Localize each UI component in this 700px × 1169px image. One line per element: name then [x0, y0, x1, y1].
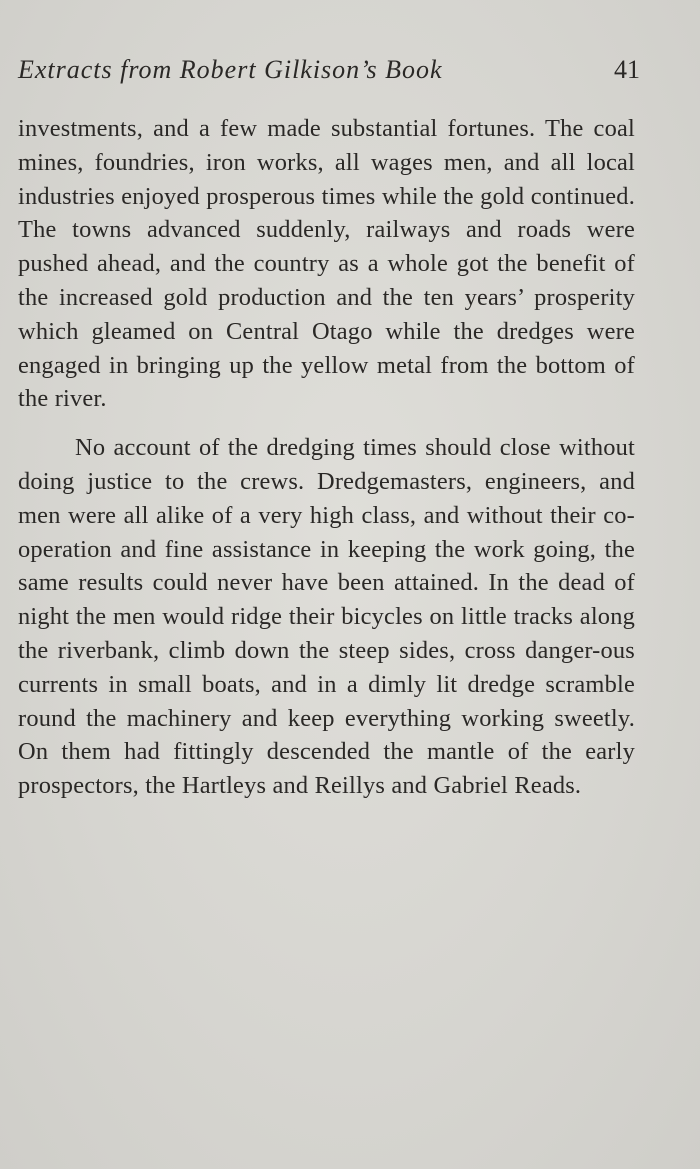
running-title: Extracts from Robert Gilkison’s Book [18, 55, 443, 84]
paragraph: investments, and a few made substantial fortunes. The coal mines, foundries, iron works, all wages men, and all local industries enjoyed prosperous times while the gold continued. The towns advanced suddenly, railways and roads were pushed ahead, and the country as a whole got the benefit of the increased gold production and the ten years’ prosperity which gleamed on Central Otago while the dredges were engaged in bringing up the yellow metal from the bottom of the river. [18, 115, 635, 413]
page-number: 41 [614, 55, 640, 84]
body-text [18, 112, 635, 803]
paragraph: No account of the dredging times should close without doing justice to the crews. Dredgemasters, engineers, and men were all alike of a very high class, and without their co-operation and fine assistance in keeping the work going, the same results could never have been attained. In the dead of night the men would ridge their bicycles on little tracks along the riverbank, climb down the steep sides, cross danger-ous currents in small boats, and in a dimly lit dredge scramble round the machinery and keep everything working sweetly. On them had fittingly descended the mantle of the early prospectors, the Hartleys and Reillys and Gabriel Reads. [18, 434, 635, 800]
running-head [18, 55, 640, 95]
